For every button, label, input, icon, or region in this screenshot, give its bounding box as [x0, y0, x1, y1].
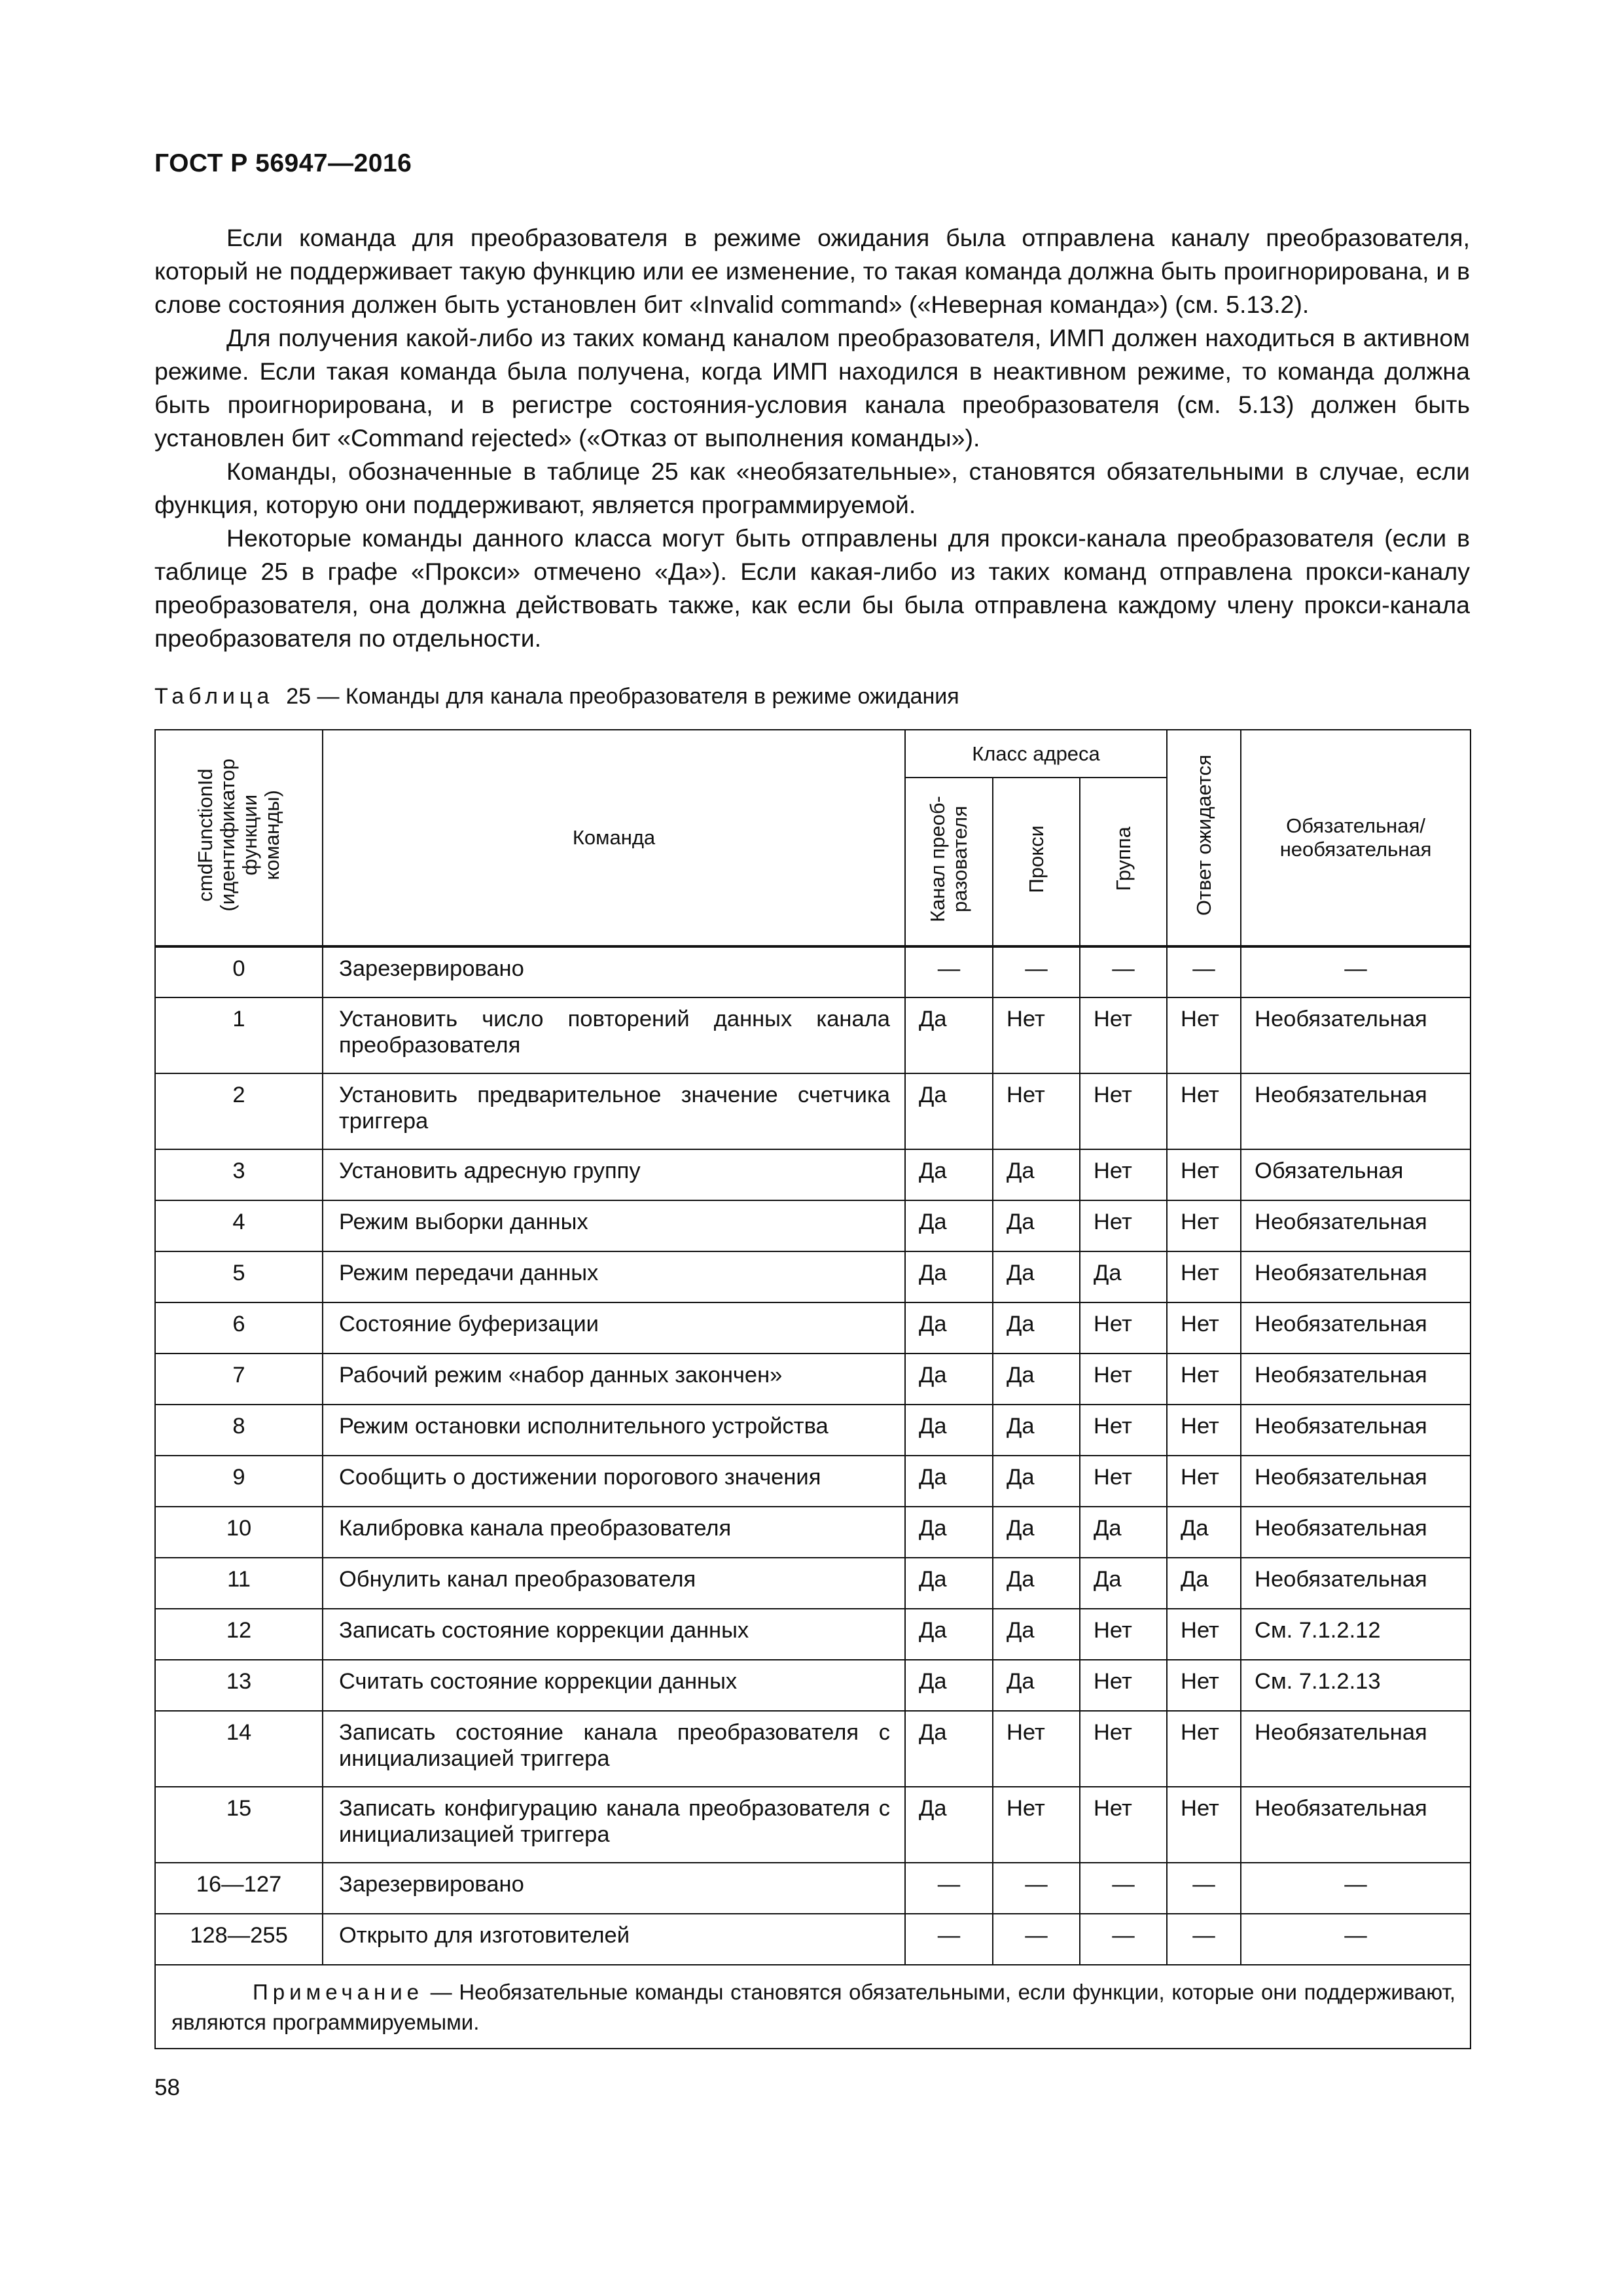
cell-channel: Да: [905, 1507, 993, 1558]
cell-command: Установить предварительное значение счетчика триггера: [323, 1073, 905, 1149]
cell-command: Открыто для изготовителей: [323, 1914, 905, 1965]
cell-response: Нет: [1167, 1200, 1241, 1251]
paragraph: Для получения какой-либо из таких команд каналом преобразователя, ИМП должен находиться в активном режиме. Если такая команда была получена, когда ИМП находился в неактивном режиме, то команда должна быть проигнорирована, и в регистре состояния-условия канала преобразователя (см. 5.13) должен быть установлен бит «Command rejected» («Отказ от выполнения команды»).: [154, 324, 1470, 452]
table-row: [155, 1914, 1471, 1965]
cell-command: Калибровка канала преобразователя: [323, 1507, 905, 1558]
cell-function-id: 10: [155, 1507, 323, 1558]
table-caption: [154, 682, 959, 711]
paragraph: Команды, обозначенные в таблице 25 как «необязательные», становятся обязательными в случае, если функция, которую они поддерживают, является программируемой.: [154, 457, 1470, 518]
cell-proxy: Да: [993, 1251, 1080, 1302]
cell-channel: —: [905, 1863, 993, 1914]
table-row: [155, 1073, 1471, 1149]
cell-command: Считать состояние коррекции данных: [323, 1660, 905, 1711]
cell-group: Нет: [1080, 1456, 1167, 1507]
cell-proxy: Да: [993, 1405, 1080, 1456]
cell-required: Необязательная: [1241, 1507, 1471, 1558]
cell-proxy: Да: [993, 1200, 1080, 1251]
cell-function-id: 12: [155, 1609, 323, 1660]
cell-required: См. 7.1.2.12: [1241, 1609, 1471, 1660]
cell-function-id: 14: [155, 1711, 323, 1787]
document-header: ГОСТ Р 56947—2016: [154, 149, 412, 177]
cell-required: Необязательная: [1241, 1405, 1471, 1456]
cell-command: Записать состояние коррекции данных: [323, 1609, 905, 1660]
cell-required: Необязательная: [1241, 1251, 1471, 1302]
cell-proxy: Нет: [993, 1711, 1080, 1787]
table-body: [155, 946, 1471, 1965]
cell-group: Да: [1080, 1507, 1167, 1558]
table-caption-text: 25 — Команды для канала преобразователя в режиме ожидания: [286, 684, 959, 709]
table-caption-label: Таблица: [154, 684, 274, 709]
table-row: [155, 997, 1471, 1073]
cell-channel: —: [905, 946, 993, 997]
cell-proxy: Да: [993, 1456, 1080, 1507]
cell-channel: Да: [905, 997, 993, 1073]
cell-response: Нет: [1167, 997, 1241, 1073]
cell-command: Рабочий режим «набор данных закончен»: [323, 1354, 905, 1405]
table-row: [155, 1660, 1471, 1711]
body-text: [154, 221, 1470, 655]
cell-group: Да: [1080, 1251, 1167, 1302]
cell-required: Необязательная: [1241, 997, 1471, 1073]
header-group: Группа: [1080, 778, 1167, 946]
table-row: [155, 1302, 1471, 1354]
table-row: [155, 1456, 1471, 1507]
cell-response: Нет: [1167, 1405, 1241, 1456]
cell-required: Необязательная: [1241, 1787, 1471, 1863]
cell-required: Необязательная: [1241, 1200, 1471, 1251]
cell-group: Нет: [1080, 1787, 1167, 1863]
table-row: [155, 1863, 1471, 1914]
cell-function-id: 16—127: [155, 1863, 323, 1914]
cell-proxy: —: [993, 946, 1080, 997]
cell-proxy: Да: [993, 1302, 1080, 1354]
table-row: [155, 1507, 1471, 1558]
cell-function-id: 8: [155, 1405, 323, 1456]
cell-proxy: —: [993, 1863, 1080, 1914]
cell-channel: Да: [905, 1302, 993, 1354]
cell-command: Режим выборки данных: [323, 1200, 905, 1251]
cell-group: Нет: [1080, 1405, 1167, 1456]
cell-group: —: [1080, 1863, 1167, 1914]
cell-proxy: Да: [993, 1354, 1080, 1405]
cell-group: Нет: [1080, 997, 1167, 1073]
paragraph: Если команда для преобразователя в режиме ожидания была отправлена каналу преобразователя, который не поддерживает такую функцию или ее изменение, то такая команда должна быть проигнорирована, и в слове состояния должен быть установлен бит «Invalid command» («Неверная команда») (см. 5.13.2).: [154, 224, 1470, 318]
cell-group: Нет: [1080, 1660, 1167, 1711]
cell-required: —: [1241, 1914, 1471, 1965]
cell-required: См. 7.1.2.13: [1241, 1660, 1471, 1711]
table-row: [155, 946, 1471, 997]
cell-group: Нет: [1080, 1609, 1167, 1660]
cell-response: —: [1167, 1914, 1241, 1965]
cell-group: Нет: [1080, 1354, 1167, 1405]
cell-command: Режим передачи данных: [323, 1251, 905, 1302]
cell-channel: Да: [905, 1149, 993, 1200]
cell-function-id: 3: [155, 1149, 323, 1200]
table-row: [155, 1787, 1471, 1863]
cell-command: Установить число повторений данных канала преобразователя: [323, 997, 905, 1073]
table-row: [155, 1711, 1471, 1787]
cell-function-id: 5: [155, 1251, 323, 1302]
table-row: [155, 1609, 1471, 1660]
cell-command: Записать конфигурацию канала преобразователя с инициализацией триггера: [323, 1787, 905, 1863]
page-number: 58: [154, 2075, 180, 2100]
paragraph: Некоторые команды данного класса могут быть отправлены для прокси-канала преобразователя (если в таблице 25 в графе «Прокси» отмечено «Да»). Если какая-либо из таких команд отправлена прокси-каналу преобразователя, она должна действовать также, как если бы была отправлена каждому члену прокси-канала преобразователя по отдельности.: [154, 524, 1470, 652]
cell-response: Нет: [1167, 1149, 1241, 1200]
cell-proxy: Нет: [993, 997, 1080, 1073]
cell-response: Нет: [1167, 1609, 1241, 1660]
cell-group: Нет: [1080, 1711, 1167, 1787]
cell-function-id: 128—255: [155, 1914, 323, 1965]
cell-command: Сообщить о достижении порогового значения: [323, 1456, 905, 1507]
cell-response: Да: [1167, 1507, 1241, 1558]
cell-channel: Да: [905, 1073, 993, 1149]
cell-command: Установить адресную группу: [323, 1149, 905, 1200]
cell-response: Нет: [1167, 1354, 1241, 1405]
cell-response: Нет: [1167, 1302, 1241, 1354]
cell-response: Нет: [1167, 1660, 1241, 1711]
cell-response: Да: [1167, 1558, 1241, 1609]
table-row: [155, 1251, 1471, 1302]
cell-proxy: Да: [993, 1609, 1080, 1660]
header-channel: Канал преоб- разователя: [905, 778, 993, 946]
cell-group: —: [1080, 946, 1167, 997]
cell-response: Нет: [1167, 1073, 1241, 1149]
cell-response: Нет: [1167, 1787, 1241, 1863]
cell-channel: Да: [905, 1660, 993, 1711]
cell-channel: Да: [905, 1200, 993, 1251]
note-label: Примечание: [253, 1980, 424, 2004]
cell-command: Режим остановки исполнительного устройства: [323, 1405, 905, 1456]
cell-function-id: 0: [155, 946, 323, 997]
table-note: [155, 1965, 1471, 2049]
cell-function-id: 9: [155, 1456, 323, 1507]
cell-function-id: 11: [155, 1558, 323, 1609]
cell-proxy: Да: [993, 1507, 1080, 1558]
cell-proxy: Да: [993, 1149, 1080, 1200]
cell-group: Да: [1080, 1558, 1167, 1609]
cell-required: Необязательная: [1241, 1711, 1471, 1787]
cell-proxy: Нет: [993, 1787, 1080, 1863]
table-row: [155, 1200, 1471, 1251]
cell-channel: Да: [905, 1456, 993, 1507]
commands-table: [154, 729, 1471, 2049]
cell-proxy: —: [993, 1914, 1080, 1965]
cell-function-id: 7: [155, 1354, 323, 1405]
cell-command: Обнулить канал преобразователя: [323, 1558, 905, 1609]
cell-channel: —: [905, 1914, 993, 1965]
cell-group: —: [1080, 1914, 1167, 1965]
cell-command: Зарезервировано: [323, 1863, 905, 1914]
cell-group: Нет: [1080, 1200, 1167, 1251]
header-address-class: Класс адреса: [905, 730, 1167, 778]
cell-required: Обязательная: [1241, 1149, 1471, 1200]
cell-function-id: 2: [155, 1073, 323, 1149]
cell-channel: Да: [905, 1711, 993, 1787]
cell-response: Нет: [1167, 1251, 1241, 1302]
cell-function-id: 13: [155, 1660, 323, 1711]
table-row: [155, 1405, 1471, 1456]
table-row: [155, 1354, 1471, 1405]
cell-response: Нет: [1167, 1711, 1241, 1787]
cell-channel: Да: [905, 1558, 993, 1609]
header-response-expected: Ответ ожидается: [1167, 730, 1241, 946]
cell-channel: Да: [905, 1251, 993, 1302]
cell-channel: Да: [905, 1405, 993, 1456]
cell-group: Нет: [1080, 1149, 1167, 1200]
cell-response: —: [1167, 946, 1241, 997]
cell-function-id: 15: [155, 1787, 323, 1863]
cell-required: —: [1241, 1863, 1471, 1914]
cell-channel: Да: [905, 1609, 993, 1660]
cell-function-id: 1: [155, 997, 323, 1073]
cell-proxy: Да: [993, 1558, 1080, 1609]
cell-command: Записать состояние канала преобразователя с инициализацией триггера: [323, 1711, 905, 1787]
cell-required: —: [1241, 946, 1471, 997]
cell-command: Зарезервировано: [323, 946, 905, 997]
cell-function-id: 4: [155, 1200, 323, 1251]
cell-required: Необязательная: [1241, 1073, 1471, 1149]
header-function-id: cmdFunctionId (идентификатор функции команды): [155, 730, 323, 946]
cell-required: Необязательная: [1241, 1302, 1471, 1354]
cell-required: Необязательная: [1241, 1558, 1471, 1609]
cell-required: Необязательная: [1241, 1456, 1471, 1507]
cell-command: Состояние буферизации: [323, 1302, 905, 1354]
cell-required: Необязательная: [1241, 1354, 1471, 1405]
cell-group: Нет: [1080, 1073, 1167, 1149]
cell-response: Нет: [1167, 1456, 1241, 1507]
header-required: Обязательная/ необязательная: [1241, 730, 1471, 946]
header-command: Команда: [323, 730, 905, 946]
cell-channel: Да: [905, 1787, 993, 1863]
table-row: [155, 1149, 1471, 1200]
note-text: — Необязательные команды становятся обязательными, если функции, которые они поддерживают, являются программируемыми.: [171, 1980, 1456, 2034]
cell-group: Нет: [1080, 1302, 1167, 1354]
table-row: [155, 1558, 1471, 1609]
cell-proxy: Нет: [993, 1073, 1080, 1149]
cell-response: —: [1167, 1863, 1241, 1914]
header-proxy: Прокси: [993, 778, 1080, 946]
cell-channel: Да: [905, 1354, 993, 1405]
cell-proxy: Да: [993, 1660, 1080, 1711]
cell-function-id: 6: [155, 1302, 323, 1354]
